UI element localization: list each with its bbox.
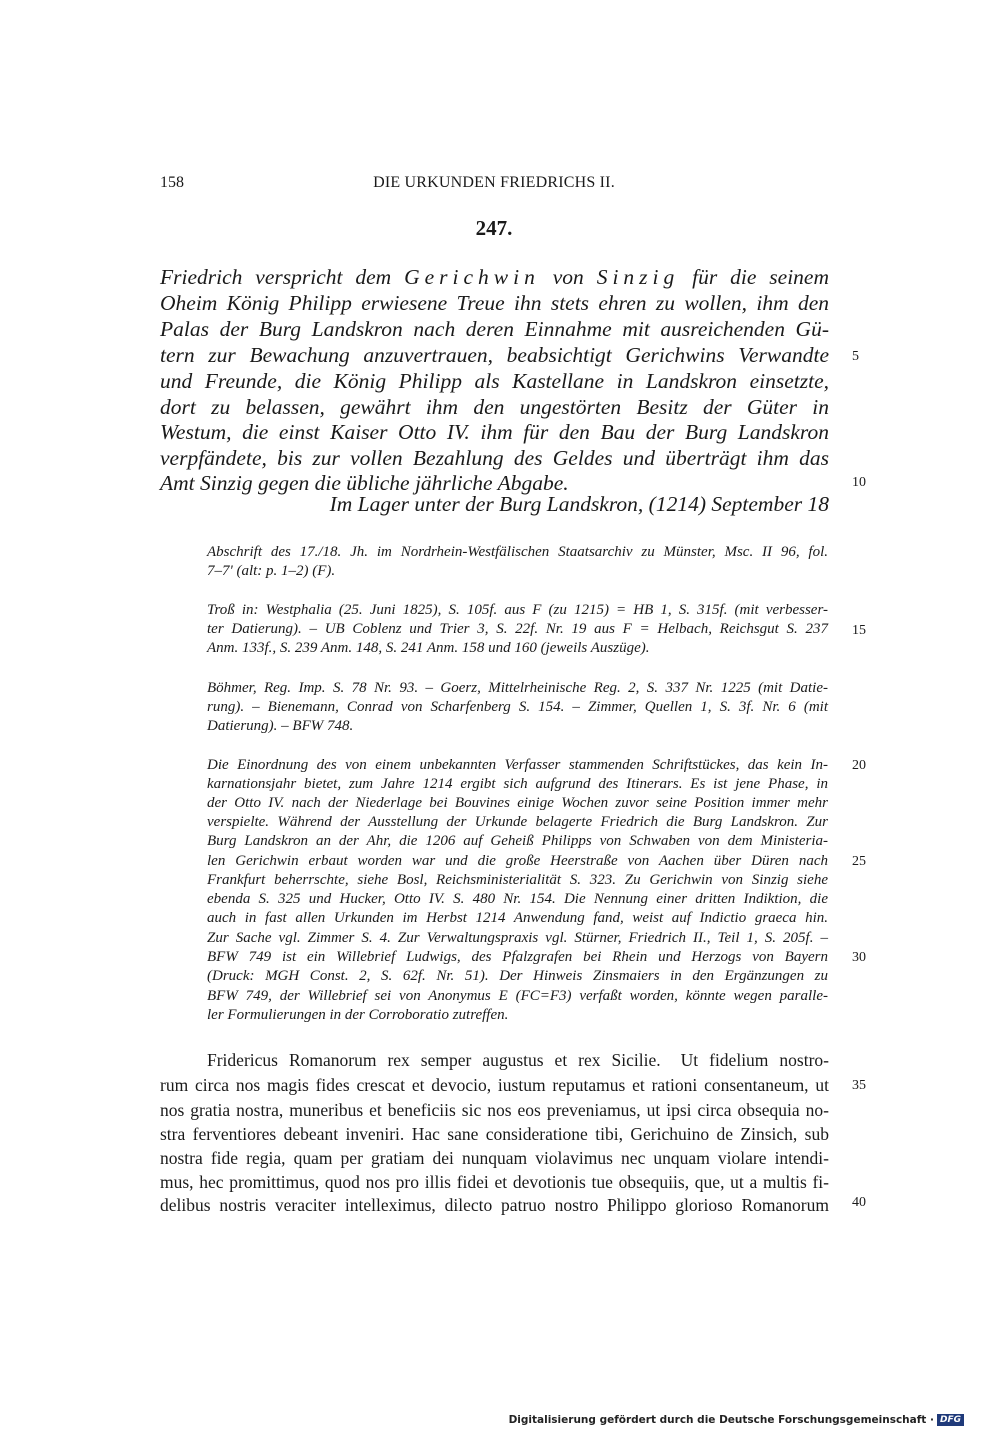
arenga-start: Ut fidelium nostro- [680, 1050, 829, 1070]
line-number: 30 [852, 950, 866, 965]
note-line: ter Datierung). – UB Coblenz und Trier 3, S. 22f. Nr. 19 aus F = Helbach, Reichsgut S. 237 [207, 621, 828, 637]
text-line: nos gratia nostra, muneribus et beneficiis sic nos eos preveniamus, ut ipsi circa obsequia no- [160, 1100, 829, 1120]
text-line: delibus nostris veraciter intelleximus, dilecto patruo nostro Philippo glorioso Romanorum [160, 1195, 829, 1215]
regest-line: und Freunde, die König Philipp als Kastellane in Landskron einsetzte, [160, 369, 829, 393]
regest-line: Oheim König Philipp erwiesene Treue ihn stets ehren zu wollen, ihm den [160, 291, 829, 315]
note-line: Burg Landskron an der Ahr, die 1206 auf Geheiß Philipps von Schwaben von dem Ministeria- [207, 833, 828, 849]
note-line: karnationsjahr bietet, zum Jahre 1214 ergibt sich aufgrund des Itinerars. Es ist jene Phase, in [207, 776, 828, 792]
line-number: 20 [852, 758, 866, 773]
regest-line: dort zu belassen, gewährt ihm den ungestörten Besitz der Güter in [160, 395, 829, 419]
note-line: Troß in: Westphalia (25. Juni 1825), S. 105f. aus F (zu 1215) = HB 1, S. 315f. (mit verbesser- [207, 602, 828, 618]
regest-line: Amt Sinzig gegen die übliche jährliche Abgabe. [160, 471, 569, 495]
regest-line: tern zur Bewachung anzuvertrauen, beabsichtigt Gerichwins Verwandte [160, 343, 829, 367]
line-number: 5 [852, 349, 859, 364]
running-title: DIE URKUNDEN FRIEDRICHS II. [373, 174, 615, 191]
page-number: 158 [160, 174, 184, 191]
dfg-logo-icon: DFG [937, 1414, 964, 1426]
note-line: BFW 749 ist ein Willebrief Ludwigs, des Pfalzgrafen bei Rhein und Herzogs von Bayern [207, 949, 828, 965]
note-line: BFW 749, der Willebrief sei von Anonymus E (FC=F3) verfaßt worden, könnte wegen paralle- [207, 988, 828, 1004]
note-line: (Druck: MGH Const. 2, S. 62f. Nr. 51). Der Hinweis Zinsmaiers in den Ergänzungen zu [207, 968, 828, 984]
text-line: mus, hec promittimus, quod nos pro illis fidei et devotionis tue obsequiis, que, ut a multis fi- [160, 1172, 829, 1192]
line-number: 25 [852, 854, 866, 869]
line-number: 10 [852, 475, 866, 490]
place-name: Sinzig [596, 265, 680, 289]
regest-text: Friedrich verspricht dem [160, 265, 405, 289]
credit-text: Digitalisierung gefördert durch die Deutsche Forschungsgemeinschaft · [508, 1414, 934, 1426]
note-line: der Otto IV. nach der Niederlage bei Bouvines einige Wochen zuvor seine Position immer mehr [207, 795, 828, 811]
regest-text: für die seinem [679, 265, 829, 289]
note-line: verspielte. Während der Ausstellung der Urkunde belagerte Friedrich die Burg Landskron. Zur [207, 814, 828, 830]
note-line: 7–7' (alt: p. 1–2) (F). [207, 563, 336, 579]
regest-line: Palas der Burg Landskron nach deren Einnahme mit ausreichenden Gü- [160, 317, 829, 341]
note-line: Frankfurt beherrschte, siehe Bosl, Reichsministerialität S. 323. Zu Gerichwin von Sinzig siehe [207, 872, 828, 888]
note-line: auch in fast allen Urkunden im Herbst 1214 Anwendung fand, weist auf Indictio graeca hin. [207, 910, 828, 926]
note-line: Die Einordnung des von einem unbekannten Verfasser stammenden Schriftstückes, das kein In- [207, 757, 828, 773]
text-line: stra ferventiores debeant inveniri. Hac sane consideratione tibi, Gerichuino de Zinsich, sub [160, 1124, 829, 1144]
note-line: rung). – Bienemann, Conrad von Scharfenberg S. 154. – Zimmer, Quellen 1, S. 3f. Nr. 6 (mit [207, 699, 828, 715]
document-number: 247. [475, 216, 513, 240]
regest-line [160, 264, 829, 290]
line-number: 35 [852, 1078, 866, 1093]
text-line [207, 1049, 829, 1071]
note-line: ebenda S. 325 und Hucker, Otto IV. S. 480 Nr. 154. Die Nennung einer dritten Indiktion, die [207, 891, 828, 907]
funding-credit [509, 1414, 964, 1426]
note-line: Zur Sache vgl. Zimmer S. 4. Zur Verwaltungspraxis vgl. Stürner, Friedrich II., Teil 1, S. 205f. – [207, 930, 828, 946]
person-name: Gerichwin [404, 265, 540, 289]
note-line: Anm. 133f., S. 239 Anm. 148, S. 241 Anm. 158 und 160 (jeweils Auszüge). [207, 640, 650, 656]
line-number: 15 [852, 623, 866, 638]
text-line: nostra fide regia, quam per gratiam dei nunquam violavimus nec unquam violare intendi- [160, 1148, 829, 1168]
note-line: Abschrift des 17./18. Jh. im Nordrhein-Westfälischen Staatsarchiv zu Münster, Msc. II 96, fol. [207, 544, 828, 560]
dating-clause: Im Lager unter der Burg Landskron, (1214) September 18 [329, 492, 829, 516]
line-number: 40 [852, 1195, 866, 1210]
regest-line: verpfändete, bis zur vollen Bezahlung des Geldes und überträgt ihm das [160, 446, 829, 470]
note-line: ler Formulierungen in der Corroboratio zutreffen. [207, 1007, 509, 1023]
regest-line: Westum, die einst Kaiser Otto IV. ihm für den Bau der Burg Landskron [160, 420, 829, 444]
intitulatio: Fridericus Romanorum rex semper augustus et rex Sicilie. [207, 1050, 661, 1070]
text-line: rum circa nos magis fides crescat et devocio, iustum reputamus et rationi consentaneum, ut [160, 1075, 829, 1095]
note-line: Böhmer, Reg. Imp. S. 78 Nr. 93. – Goerz, Mittelrheinische Reg. 2, S. 337 Nr. 1225 (mit Datie- [207, 680, 828, 696]
note-line: Datierung). – BFW 748. [207, 718, 354, 734]
regest-text: von [539, 265, 597, 289]
note-line: len Gerichwin erbaut worden war und die große Heerstraße von Aachen über Düren nach [207, 853, 828, 869]
